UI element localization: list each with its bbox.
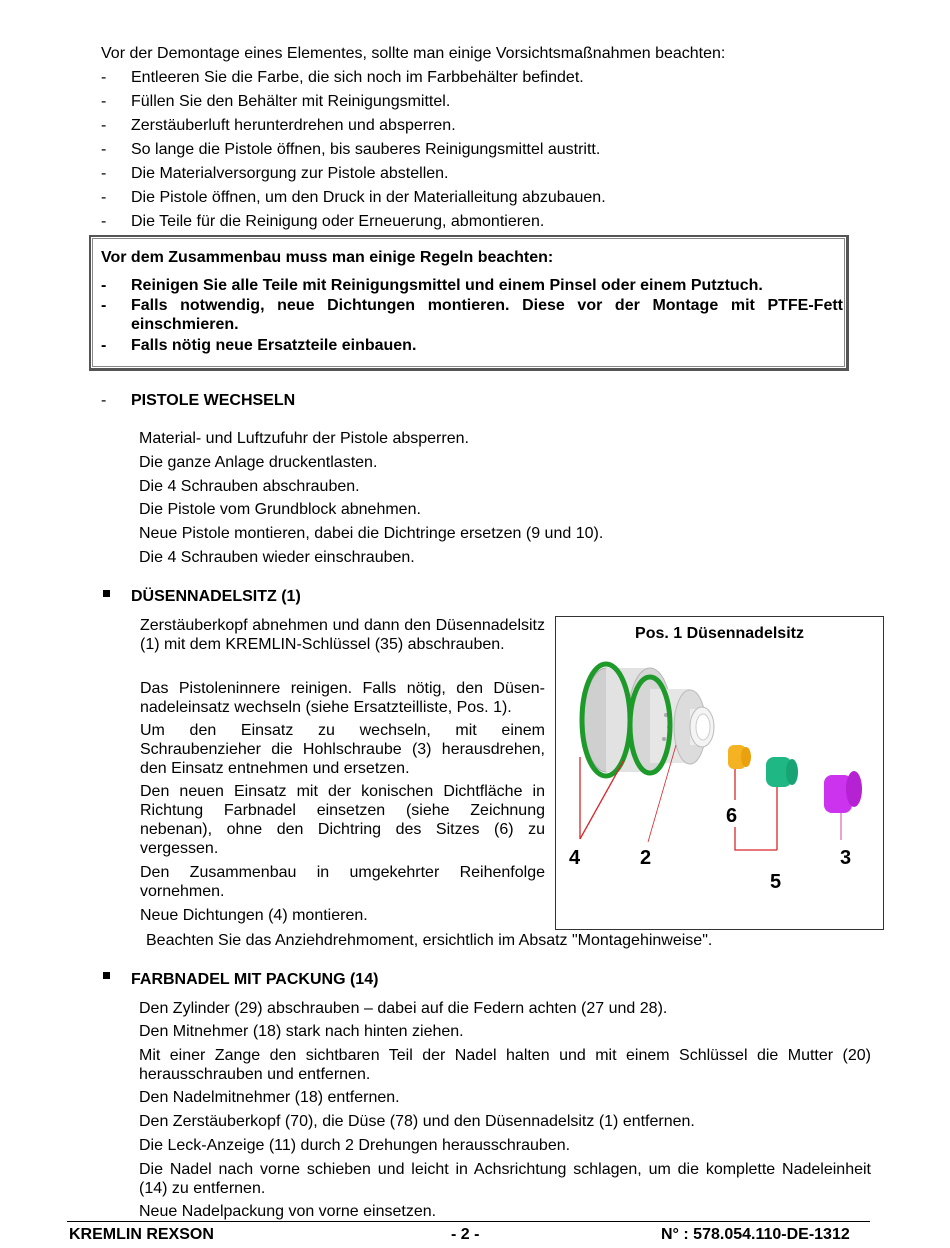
paragraph: Das Pistoleninnere reinigen. Falls nötig, den Düsen-nadeleinsatz wechseln (siehe Ersatzteilliste, Pos. 1). xyxy=(140,680,545,716)
callout-label: 4 xyxy=(569,847,581,869)
step-text: Die Pistole vom Grundblock abnehmen. xyxy=(139,501,421,518)
paragraph: Um den Einsatz zu wechseln, mit einem Schraubenzieher die Hohlschraube (3) herausdrehen, den Einsatz entnehmen und ersetzen. xyxy=(140,722,545,777)
paragraph: Den neuen Einsatz mit der konischen Dichtfläche in Richtung Farbnadel einsetzen (siehe Zeichnung nebenan), ohne den Dichtring des Sitzes (6) zu vergessen. xyxy=(140,783,545,857)
step-text: Material- und Luftzufuhr der Pistole absperren. xyxy=(139,430,469,447)
footer-page-number: - 2 - xyxy=(451,1226,480,1243)
callout-label: 6 xyxy=(726,805,738,827)
figure-title: Pos. 1 Düsennadelsitz xyxy=(635,625,804,642)
section-heading-duesen: DÜSENNADELSITZ (1) xyxy=(131,588,301,605)
insert-5-icon xyxy=(766,757,798,787)
seal-6-icon xyxy=(728,745,751,769)
callout-label: 2 xyxy=(640,847,652,869)
step-text: Die Nadel nach vorne schieben und leicht in Achsrichtung schlagen, um die komplette Nadeleinheit (14) zu entfernen. xyxy=(139,1161,871,1197)
step-text: Den Nadelmitnehmer (18) entfernen. xyxy=(139,1089,400,1106)
step-text: Neue Pistole montieren, dabei die Dichtringe ersetzen (9 und 10). xyxy=(139,525,604,542)
step-text: Die 4 Schrauben wieder einschrauben. xyxy=(139,549,415,566)
step-text: Die ganze Anlage druckentlasten. xyxy=(139,454,378,471)
callout-label: 5 xyxy=(770,871,782,893)
bullet-square-icon xyxy=(103,590,110,597)
rules-heading: Vor dem Zusammenbau muss man einige Regeln beachten: xyxy=(101,249,554,266)
step-text: Den Zylinder (29) abschrauben – dabei auf die Federn achten (27 und 28). xyxy=(139,1000,668,1017)
footer-company: KREMLIN REXSON xyxy=(69,1226,214,1243)
paragraph: Zerstäuberkopf abnehmen und dann den Düsennadelsitz (1) mit dem KREMLIN-Schlüssel (35) abschrauben. xyxy=(140,617,545,653)
hollow-screw-3-icon xyxy=(824,771,862,813)
paragraph: Neue Dichtungen (4) montieren. xyxy=(140,907,368,924)
step-text: Die 4 Schrauben abschrauben. xyxy=(139,478,360,495)
section-heading-farbnadel: FARBNADEL MIT PACKUNG (14) xyxy=(131,971,379,988)
nozzle-seat-body xyxy=(584,668,714,772)
footer-divider xyxy=(67,1221,870,1222)
bullet-square-icon xyxy=(103,972,110,979)
step-text: Den Mitnehmer (18) stark nach hinten ziehen. xyxy=(139,1023,464,1040)
footer-doc-number: N° : 578.054.110-DE-1312 xyxy=(661,1226,850,1243)
callout-label: 3 xyxy=(840,847,852,869)
step-text: Die Leck-Anzeige (11) durch 2 Drehungen herausschrauben. xyxy=(139,1137,571,1154)
step-text: Mit einer Zange den sichtbaren Teil der Nadel halten und mit einem Schlüssel die Mutter (20) herausschrauben und entfernen. xyxy=(139,1047,871,1083)
intro-heading: Vor der Demontage eines Elementes, sollte man einige Vorsichtsmaßnahmen beachten: xyxy=(101,45,726,62)
step-text: Neue Nadelpackung von vorne einsetzen. xyxy=(139,1203,437,1220)
step-text: Den Zerstäuberkopf (70), die Düse (78) und den Düsennadelsitz (1) entfernen. xyxy=(139,1113,695,1130)
note: Beachten Sie das Anziehdrehmoment, ersichtlich im Absatz "Montagehinweise". xyxy=(146,932,713,949)
exploded-view-drawing xyxy=(556,617,883,929)
paragraph: Den Zusammenbau in umgekehrter Reihenfolge vornehmen. xyxy=(140,864,545,900)
figure-duesennadelsitz xyxy=(555,616,884,930)
